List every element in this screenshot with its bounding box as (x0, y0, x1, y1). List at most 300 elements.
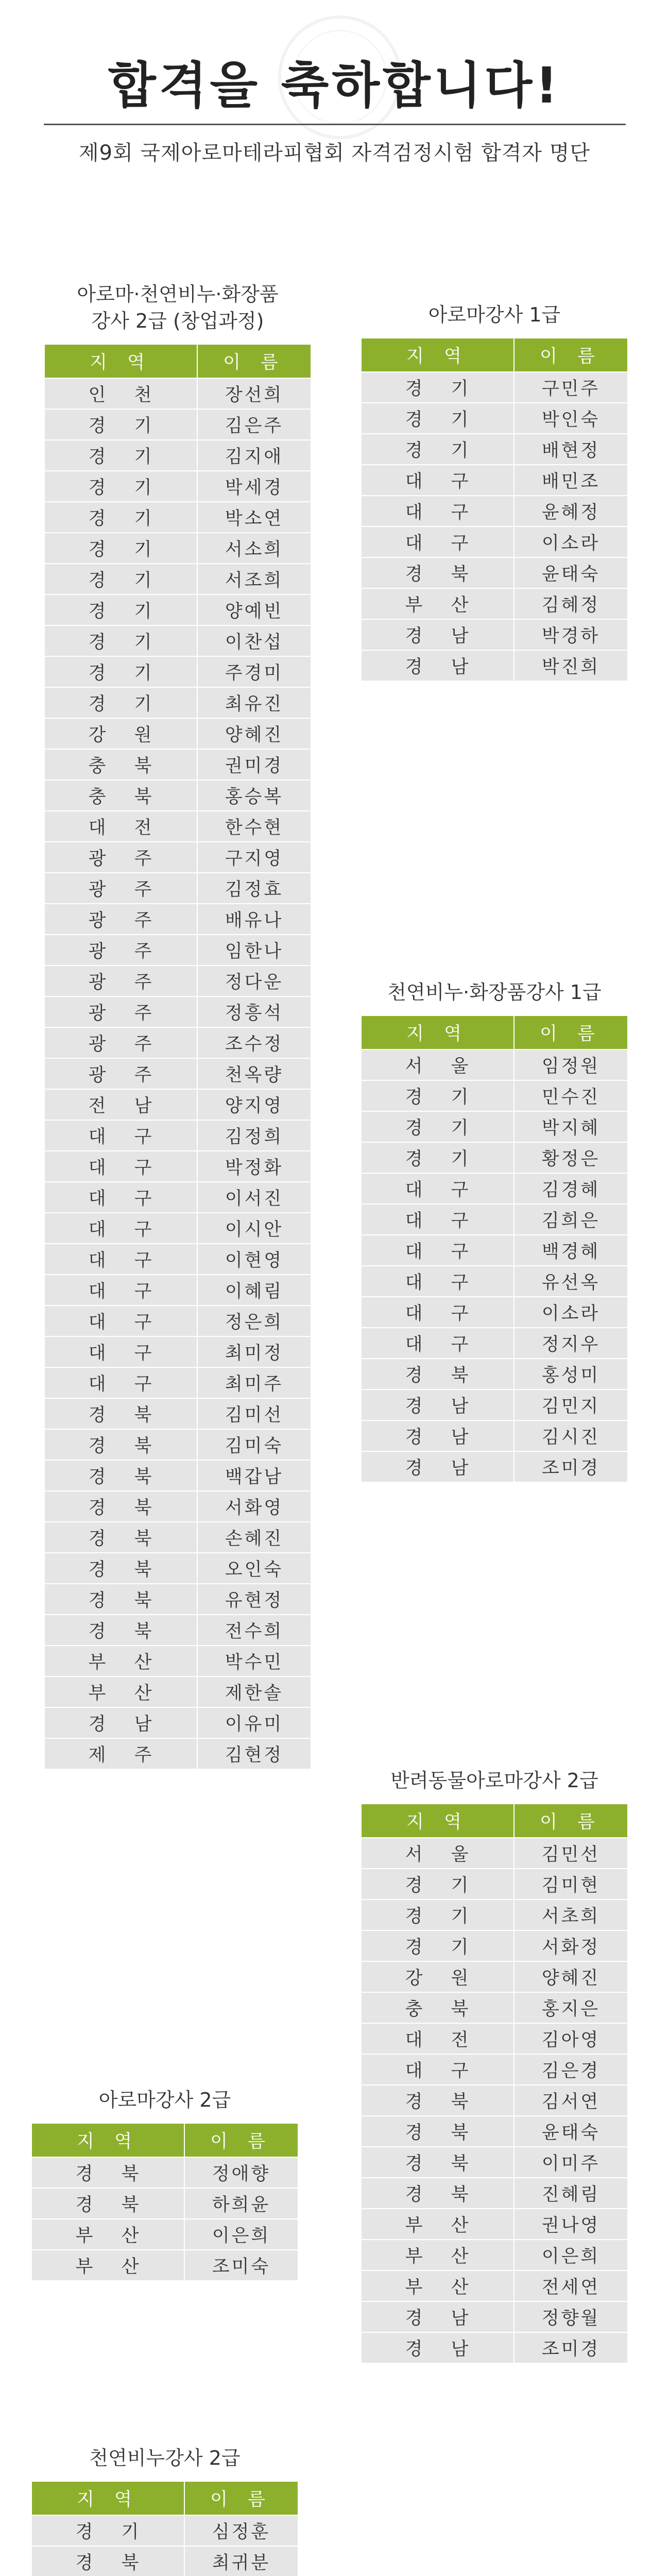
region-cell: 대 구 (44, 1213, 197, 1244)
table-row (361, 2301, 628, 2332)
table-soap-instructor-2 (31, 2445, 299, 2576)
region-cell: 대 구 (44, 1275, 197, 1306)
name-cell: 윤혜정 (514, 496, 628, 527)
name-cell: 박진희 (514, 650, 628, 681)
table-row (361, 557, 628, 588)
name-cell: 이은희 (184, 2219, 298, 2250)
region-cell: 경 북 (44, 1522, 197, 1553)
table-row (361, 2209, 628, 2240)
name-cell: 최미주 (197, 1367, 311, 1398)
table-row (44, 595, 311, 625)
region-cell: 부 산 (361, 2209, 514, 2240)
region-cell: 경 남 (361, 2301, 514, 2332)
name-cell: 이현영 (197, 1244, 311, 1275)
region-cell: 제 주 (44, 1738, 197, 1769)
name-cell: 조미경 (514, 1451, 628, 1482)
region-cell: 경 기 (44, 595, 197, 625)
table-row (44, 996, 311, 1027)
region-cell: 경 북 (31, 2157, 184, 2188)
name-cell: 조미숙 (184, 2250, 298, 2281)
table-header-row (31, 2481, 298, 2515)
table-row (44, 1336, 311, 1367)
region-cell: 경 남 (361, 1420, 514, 1451)
name-cell: 양예빈 (197, 595, 311, 625)
table-row (44, 1367, 311, 1398)
table-row (44, 1306, 311, 1336)
table-title-line: 천연비누·화장품강사 1급 (387, 981, 602, 1004)
region-cell: 경 북 (361, 2178, 514, 2209)
table-row (44, 1460, 311, 1491)
table-row (44, 935, 311, 965)
table-row (44, 780, 311, 811)
region-cell: 경 기 (44, 502, 197, 533)
region-cell: 경 기 (361, 1142, 514, 1173)
region-cell: 대 구 (44, 1336, 197, 1367)
region-cell: 충 북 (361, 1992, 514, 2023)
table-row (361, 496, 628, 527)
table-row (361, 1420, 628, 1451)
table-row (361, 650, 628, 681)
table-row (44, 656, 311, 687)
region-cell: 경 남 (361, 1389, 514, 1420)
table-pet-aroma-instructor-2 (361, 1767, 628, 2364)
region-cell: 광 주 (44, 935, 197, 965)
name-cell: 임정원 (514, 1049, 628, 1080)
name-cell: 김정희 (197, 1120, 311, 1151)
name-cell: 진혜림 (514, 2178, 628, 2209)
table-title-line: 천연비누강사 2급 (89, 2447, 241, 2469)
table-row (44, 687, 311, 718)
region-cell: 경 기 (361, 1900, 514, 1930)
region-cell: 경 기 (361, 434, 514, 465)
table-row (44, 625, 311, 656)
name-cell: 김시진 (514, 1420, 628, 1451)
region-cell: 광 주 (44, 996, 197, 1027)
table-row (44, 1491, 311, 1522)
region-cell: 경 북 (44, 1615, 197, 1646)
region-cell: 경 남 (44, 1707, 197, 1738)
name-cell: 이소라 (514, 1297, 628, 1328)
name-cell: 최귀분 (184, 2546, 298, 2576)
title-divider (44, 124, 626, 125)
table-row (44, 409, 311, 440)
region-cell: 서 울 (361, 1838, 514, 1869)
name-cell: 정흥석 (197, 996, 311, 1027)
column-header-region: 지 역 (31, 2123, 184, 2157)
column-header-region: 지 역 (361, 338, 514, 372)
table-title-line: 반려동물아로마강사 2급 (390, 1769, 598, 1792)
name-cell: 박인숙 (514, 403, 628, 434)
table-row (31, 2250, 298, 2281)
table-header-row (361, 1015, 628, 1049)
table-row (361, 1838, 628, 1869)
table-row (44, 1646, 311, 1676)
region-cell: 경 북 (361, 1359, 514, 1389)
name-cell: 조미경 (514, 2332, 628, 2363)
table-row (44, 1213, 311, 1244)
name-cell: 김혜정 (514, 588, 628, 619)
name-cell: 김미선 (197, 1398, 311, 1429)
name-cell: 김정효 (197, 873, 311, 904)
roster-table (31, 2481, 299, 2576)
region-cell: 대 전 (44, 811, 197, 842)
region-cell: 경 기 (44, 409, 197, 440)
name-cell: 서화정 (514, 1930, 628, 1961)
region-cell: 충 북 (44, 749, 197, 780)
name-cell: 최유진 (197, 687, 311, 718)
table-row (361, 1111, 628, 1142)
table-row (361, 434, 628, 465)
column-header-name: 이 름 (514, 1804, 628, 1838)
table-row (44, 1707, 311, 1738)
name-cell: 유선옥 (514, 1266, 628, 1297)
table-row (44, 1182, 311, 1213)
region-cell: 경 기 (44, 533, 197, 564)
name-cell: 오인숙 (197, 1553, 311, 1584)
roster-table (31, 2123, 299, 2281)
region-cell: 대 구 (361, 2054, 514, 2085)
region-cell: 광 주 (44, 1027, 197, 1058)
region-cell: 대 구 (361, 1173, 514, 1204)
table-row (44, 440, 311, 471)
region-cell: 서 울 (361, 1049, 514, 1080)
name-cell: 양혜진 (197, 718, 311, 749)
table-row (361, 465, 628, 496)
table-header-row (44, 344, 311, 378)
table-row (361, 1359, 628, 1389)
name-cell: 임한나 (197, 935, 311, 965)
page-header (0, 0, 669, 170)
table-row (361, 1142, 628, 1173)
table-row (361, 1451, 628, 1482)
region-cell: 경 기 (31, 2515, 184, 2546)
table-row (361, 1930, 628, 1961)
name-cell: 이은희 (514, 2240, 628, 2270)
region-cell: 대 구 (361, 465, 514, 496)
name-cell: 서소희 (197, 533, 311, 564)
name-cell: 한수현 (197, 811, 311, 842)
region-cell: 강 원 (44, 718, 197, 749)
page-title: 합격을 축하합니다! (108, 57, 561, 114)
table-row (31, 2157, 298, 2188)
region-cell: 대 구 (44, 1151, 197, 1182)
name-cell: 이혜림 (197, 1275, 311, 1306)
table-row (44, 1120, 311, 1151)
name-cell: 이유미 (197, 1707, 311, 1738)
table-row (44, 1151, 311, 1182)
name-cell: 박경하 (514, 619, 628, 650)
name-cell: 김아영 (514, 2023, 628, 2054)
table-row (44, 1615, 311, 1646)
table-row (361, 2023, 628, 2054)
table-row (44, 749, 311, 780)
table-row (361, 1080, 628, 1111)
region-cell: 경 기 (361, 1111, 514, 1142)
region-cell: 부 산 (31, 2250, 184, 2281)
name-cell: 김희은 (514, 1204, 628, 1235)
table-row (361, 527, 628, 557)
region-cell: 경 기 (44, 625, 197, 656)
region-cell: 광 주 (44, 873, 197, 904)
name-cell: 배현정 (514, 434, 628, 465)
table-title-line: 아로마강사 1급 (428, 303, 561, 326)
name-cell: 이찬섭 (197, 625, 311, 656)
table-row (44, 1429, 311, 1460)
table-row (44, 811, 311, 842)
table-row (44, 1676, 311, 1707)
name-cell: 최미정 (197, 1336, 311, 1367)
table-row (361, 1235, 628, 1266)
name-cell: 이시안 (197, 1213, 311, 1244)
name-cell: 양지영 (197, 1089, 311, 1120)
name-cell: 홍지은 (514, 1992, 628, 2023)
name-cell: 박소연 (197, 502, 311, 533)
table-title (44, 281, 312, 334)
region-cell: 대 구 (361, 527, 514, 557)
table-row (44, 1244, 311, 1275)
table-aroma-instructor-1 (361, 301, 628, 682)
table-row (361, 588, 628, 619)
column-header-region: 지 역 (44, 344, 197, 378)
region-cell: 경 북 (44, 1584, 197, 1615)
table-row (44, 718, 311, 749)
table-row (361, 1297, 628, 1328)
table-row (361, 619, 628, 650)
region-cell: 부 산 (44, 1646, 197, 1676)
table-row (361, 2054, 628, 2085)
region-cell: 대 구 (44, 1367, 197, 1398)
region-cell: 경 북 (361, 2116, 514, 2147)
roster-table (361, 1015, 628, 1483)
name-cell: 유현정 (197, 1584, 311, 1615)
region-cell: 경 북 (361, 2085, 514, 2116)
name-cell: 김현정 (197, 1738, 311, 1769)
page-subtitle: 제9회 국제아로마테라피협회 자격검정시험 합격자 명단 (78, 141, 591, 165)
table-title (31, 2087, 299, 2113)
table-row (361, 1173, 628, 1204)
name-cell: 손혜진 (197, 1522, 311, 1553)
region-cell: 부 산 (361, 2240, 514, 2270)
name-cell: 황정은 (514, 1142, 628, 1173)
region-cell: 부 산 (31, 2219, 184, 2250)
region-cell: 대 구 (361, 1204, 514, 1235)
region-cell: 경 북 (44, 1398, 197, 1429)
table-row (44, 1089, 311, 1120)
table-row (44, 1738, 311, 1769)
table-header-row (361, 338, 628, 372)
name-cell: 제한솔 (197, 1676, 311, 1707)
name-cell: 장선희 (197, 378, 311, 409)
column-header-name: 이 름 (514, 1015, 628, 1049)
name-cell: 백갑남 (197, 1460, 311, 1491)
name-cell: 정지우 (514, 1328, 628, 1359)
region-cell: 경 북 (44, 1429, 197, 1460)
table-row (44, 842, 311, 873)
region-cell: 대 전 (361, 2023, 514, 2054)
region-cell: 충 북 (44, 780, 197, 811)
name-cell: 권나영 (514, 2209, 628, 2240)
table-row (361, 372, 628, 403)
roster-table (361, 1803, 628, 2364)
table-title (31, 2445, 299, 2471)
name-cell: 서조희 (197, 564, 311, 595)
name-cell: 김은경 (514, 2054, 628, 2085)
table-title-line: 아로마·천연비누·화장품 (77, 283, 279, 306)
region-cell: 대 구 (44, 1244, 197, 1275)
name-cell: 정다운 (197, 965, 311, 996)
table-row (31, 2219, 298, 2250)
name-cell: 정은희 (197, 1306, 311, 1336)
region-cell: 경 기 (361, 372, 514, 403)
name-cell: 홍성미 (514, 1359, 628, 1389)
table-row (44, 904, 311, 935)
table-row (44, 1275, 311, 1306)
name-cell: 민수진 (514, 1080, 628, 1111)
table-row (31, 2546, 298, 2576)
region-cell: 경 북 (361, 557, 514, 588)
name-cell: 김민지 (514, 1389, 628, 1420)
region-cell: 경 남 (361, 1451, 514, 1482)
table-title-line: 강사 2급 (창업과정) (91, 310, 264, 332)
region-cell: 대 구 (361, 1235, 514, 1266)
table-row (361, 1869, 628, 1900)
table-row (361, 2178, 628, 2209)
name-cell: 이미주 (514, 2147, 628, 2178)
name-cell: 이소라 (514, 527, 628, 557)
name-cell: 박세경 (197, 471, 311, 502)
table-title-line: 아로마강사 2급 (98, 2089, 231, 2111)
roster-table (44, 344, 312, 1770)
region-cell: 대 구 (361, 1266, 514, 1297)
table-row (44, 1398, 311, 1429)
name-cell: 홍승복 (197, 780, 311, 811)
region-cell: 경 북 (31, 2188, 184, 2219)
region-cell: 광 주 (44, 904, 197, 935)
table-row (44, 378, 311, 409)
region-cell: 광 주 (44, 1058, 197, 1089)
region-cell: 경 기 (44, 687, 197, 718)
name-cell: 김민선 (514, 1838, 628, 1869)
region-cell: 경 남 (361, 650, 514, 681)
name-cell: 김미숙 (197, 1429, 311, 1460)
table-row (361, 2332, 628, 2363)
name-cell: 심정훈 (184, 2515, 298, 2546)
table-row (361, 1049, 628, 1080)
name-cell: 박정화 (197, 1151, 311, 1182)
table-title (361, 979, 628, 1006)
name-cell: 서초희 (514, 1900, 628, 1930)
region-cell: 전 남 (44, 1089, 197, 1120)
name-cell: 정애향 (184, 2157, 298, 2188)
name-cell: 김서연 (514, 2085, 628, 2116)
table-row (361, 1389, 628, 1420)
name-cell: 박지혜 (514, 1111, 628, 1142)
name-cell: 조수정 (197, 1027, 311, 1058)
table-row (44, 533, 311, 564)
table-row (44, 1058, 311, 1089)
name-cell: 정향월 (514, 2301, 628, 2332)
table-row (361, 2116, 628, 2147)
table-row (44, 873, 311, 904)
column-header-name: 이 름 (197, 344, 311, 378)
region-cell: 부 산 (44, 1676, 197, 1707)
region-cell: 경 북 (361, 2147, 514, 2178)
table-row (44, 564, 311, 595)
name-cell: 구지영 (197, 842, 311, 873)
region-cell: 경 기 (361, 1930, 514, 1961)
table-row (44, 1584, 311, 1615)
region-cell: 경 남 (361, 619, 514, 650)
region-cell: 경 기 (44, 471, 197, 502)
column-header-name: 이 름 (184, 2123, 298, 2157)
region-cell: 부 산 (361, 588, 514, 619)
name-cell: 구민주 (514, 372, 628, 403)
region-cell: 광 주 (44, 842, 197, 873)
table-row (361, 1900, 628, 1930)
table-row (44, 1553, 311, 1584)
table-row (361, 2147, 628, 2178)
name-cell: 전세연 (514, 2270, 628, 2301)
roster-table (361, 337, 628, 682)
name-cell: 주경미 (197, 656, 311, 687)
table-row (44, 471, 311, 502)
table-header-row (361, 1804, 628, 1838)
table-row (44, 1027, 311, 1058)
name-cell: 하희윤 (184, 2188, 298, 2219)
table-row (361, 1328, 628, 1359)
name-cell: 박수민 (197, 1646, 311, 1676)
name-cell: 김경혜 (514, 1173, 628, 1204)
name-cell: 이서진 (197, 1182, 311, 1213)
column-header-region: 지 역 (361, 1804, 514, 1838)
region-cell: 인 천 (44, 378, 197, 409)
name-cell: 윤태숙 (514, 2116, 628, 2147)
name-cell: 양혜진 (514, 1961, 628, 1992)
name-cell: 김미현 (514, 1869, 628, 1900)
region-cell: 경 기 (361, 403, 514, 434)
table-row (361, 2270, 628, 2301)
region-cell: 대 구 (44, 1120, 197, 1151)
table-row (361, 2240, 628, 2270)
column-header-region: 지 역 (361, 1015, 514, 1049)
region-cell: 대 구 (44, 1306, 197, 1336)
table-row (44, 1522, 311, 1553)
region-cell: 경 북 (31, 2546, 184, 2576)
name-cell: 천옥량 (197, 1058, 311, 1089)
table-header-row (31, 2123, 298, 2157)
name-cell: 김지애 (197, 440, 311, 471)
table-row (361, 403, 628, 434)
name-cell: 서화영 (197, 1491, 311, 1522)
table-row (361, 2085, 628, 2116)
table-row (31, 2515, 298, 2546)
table-aroma-soap-cosmetics-instructor-2 (44, 281, 312, 1770)
region-cell: 대 구 (361, 1328, 514, 1359)
column-header-region: 지 역 (31, 2481, 184, 2515)
table-row (361, 1266, 628, 1297)
region-cell: 대 구 (361, 1297, 514, 1328)
table-row (361, 1961, 628, 1992)
region-cell: 광 주 (44, 965, 197, 996)
table-row (361, 1204, 628, 1235)
region-cell: 대 구 (44, 1182, 197, 1213)
region-cell: 대 구 (361, 496, 514, 527)
column-header-name: 이 름 (184, 2481, 298, 2515)
name-cell: 백경혜 (514, 1235, 628, 1266)
name-cell: 윤태숙 (514, 557, 628, 588)
table-title (361, 1767, 628, 1794)
region-cell: 강 원 (361, 1961, 514, 1992)
